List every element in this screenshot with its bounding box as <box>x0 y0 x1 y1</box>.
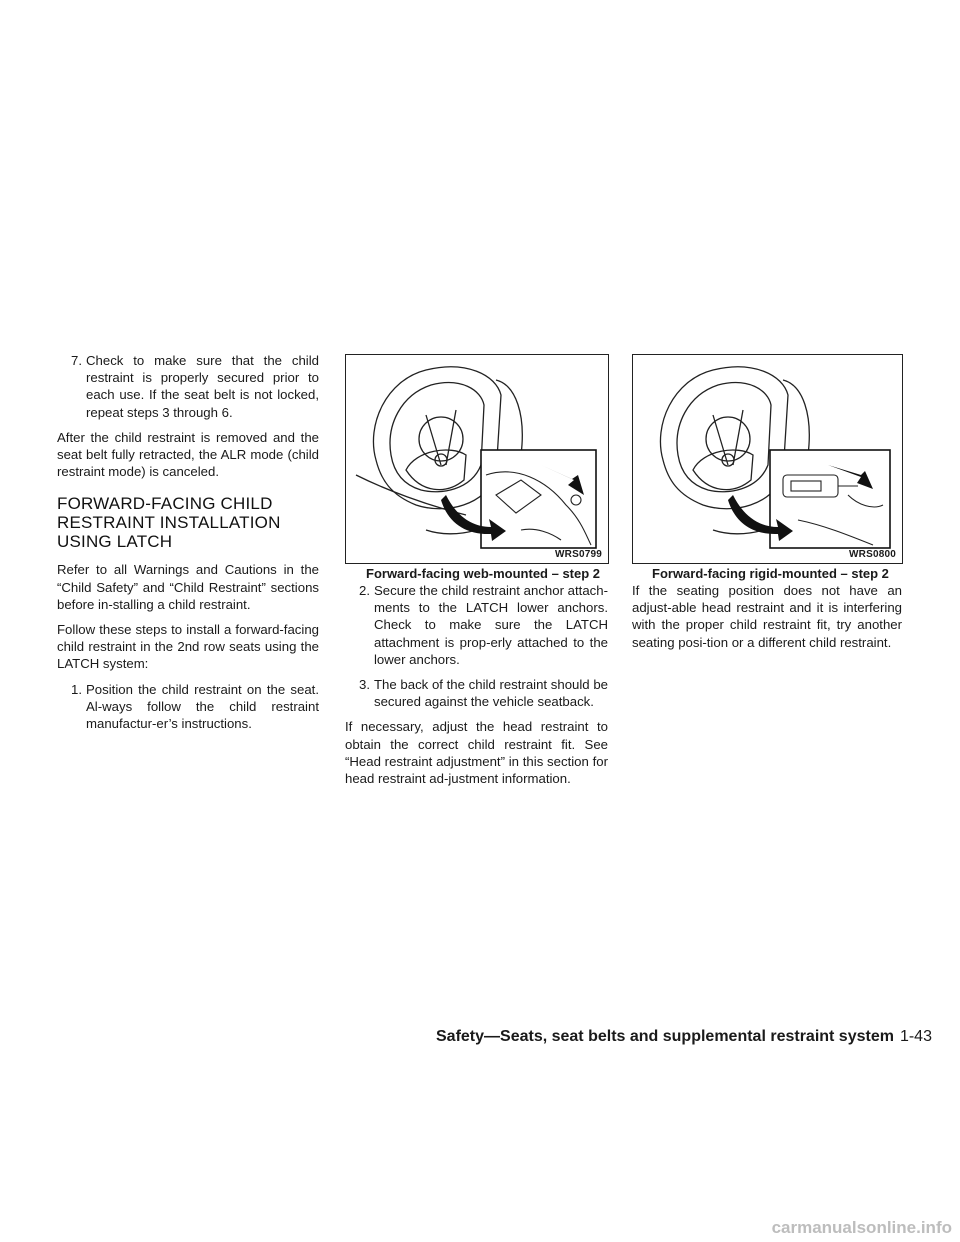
column-2 <box>345 352 608 795</box>
follow-paragraph: Follow these steps to install a forward-facing child restraint in the 2nd row seats using the LATCH system: <box>57 622 319 672</box>
step-number: 2. <box>359 583 370 598</box>
page-number: 1-43 <box>899 1028 932 1045</box>
step-1 <box>57 681 319 733</box>
step-text: Check to make sure that the child restraint is properly secured prior to each use. If the seat belt is not locked, repeat steps 3 through 6. <box>86 353 319 420</box>
watermark: carmanualsonline.info <box>771 1218 952 1237</box>
step-text: Position the child restraint on the seat. Al-ways follow the child restraint manufactur-er’s instructions. <box>86 681 319 732</box>
section-title: Safety—Seats, seat belts and supplemental restraint system <box>436 1028 894 1045</box>
step-text: The back of the child restraint should be secured against the vehicle seatback. <box>374 677 608 710</box>
refer-paragraph: Refer to all Warnings and Cautions in the “Child Safety” and “Child Restraint” sections before in-stalling a child restraint. <box>57 562 319 612</box>
column-1 <box>57 352 319 740</box>
step-number: 7. <box>71 353 82 368</box>
step-3 <box>345 676 608 710</box>
step-number: 1. <box>71 681 82 697</box>
section-heading: FORWARD-FACING CHILD RESTRAINT INSTALLATION USING LATCH <box>57 494 281 552</box>
figure-caption: Forward-facing rigid-mounted – step 2 <box>652 566 889 581</box>
fit-paragraph: If the seating position does not have an adjust-able head restraint and it is interfering with the proper child restraint fit, try another seating posi-tion or a different child restraint. <box>632 583 902 650</box>
step-text: Secure the child restraint anchor attach-ments to the LATCH lower anchors. Check to make sure the LATCH attachment is prop-erly attached to the lower anchors. <box>374 583 608 667</box>
page-footer <box>436 1028 932 1046</box>
figure-code: WRS0800 <box>849 549 896 560</box>
step-7 <box>57 352 319 421</box>
figure-caption: Forward-facing web-mounted – step 2 <box>366 566 601 581</box>
step-2 <box>345 582 608 668</box>
figure-code: WRS0799 <box>555 549 602 560</box>
column-3 <box>632 352 902 659</box>
step-number: 3. <box>359 677 370 693</box>
adjust-paragraph: If necessary, adjust the head restraint to obtain the correct child restraint fit. See “Head restraint adjustment” in this section for head restraint ad-justment information. <box>345 719 608 787</box>
alr-paragraph: After the child restraint is removed and the seat belt fully retracted, the ALR mode (child restraint mode) is canceled. <box>57 429 319 480</box>
